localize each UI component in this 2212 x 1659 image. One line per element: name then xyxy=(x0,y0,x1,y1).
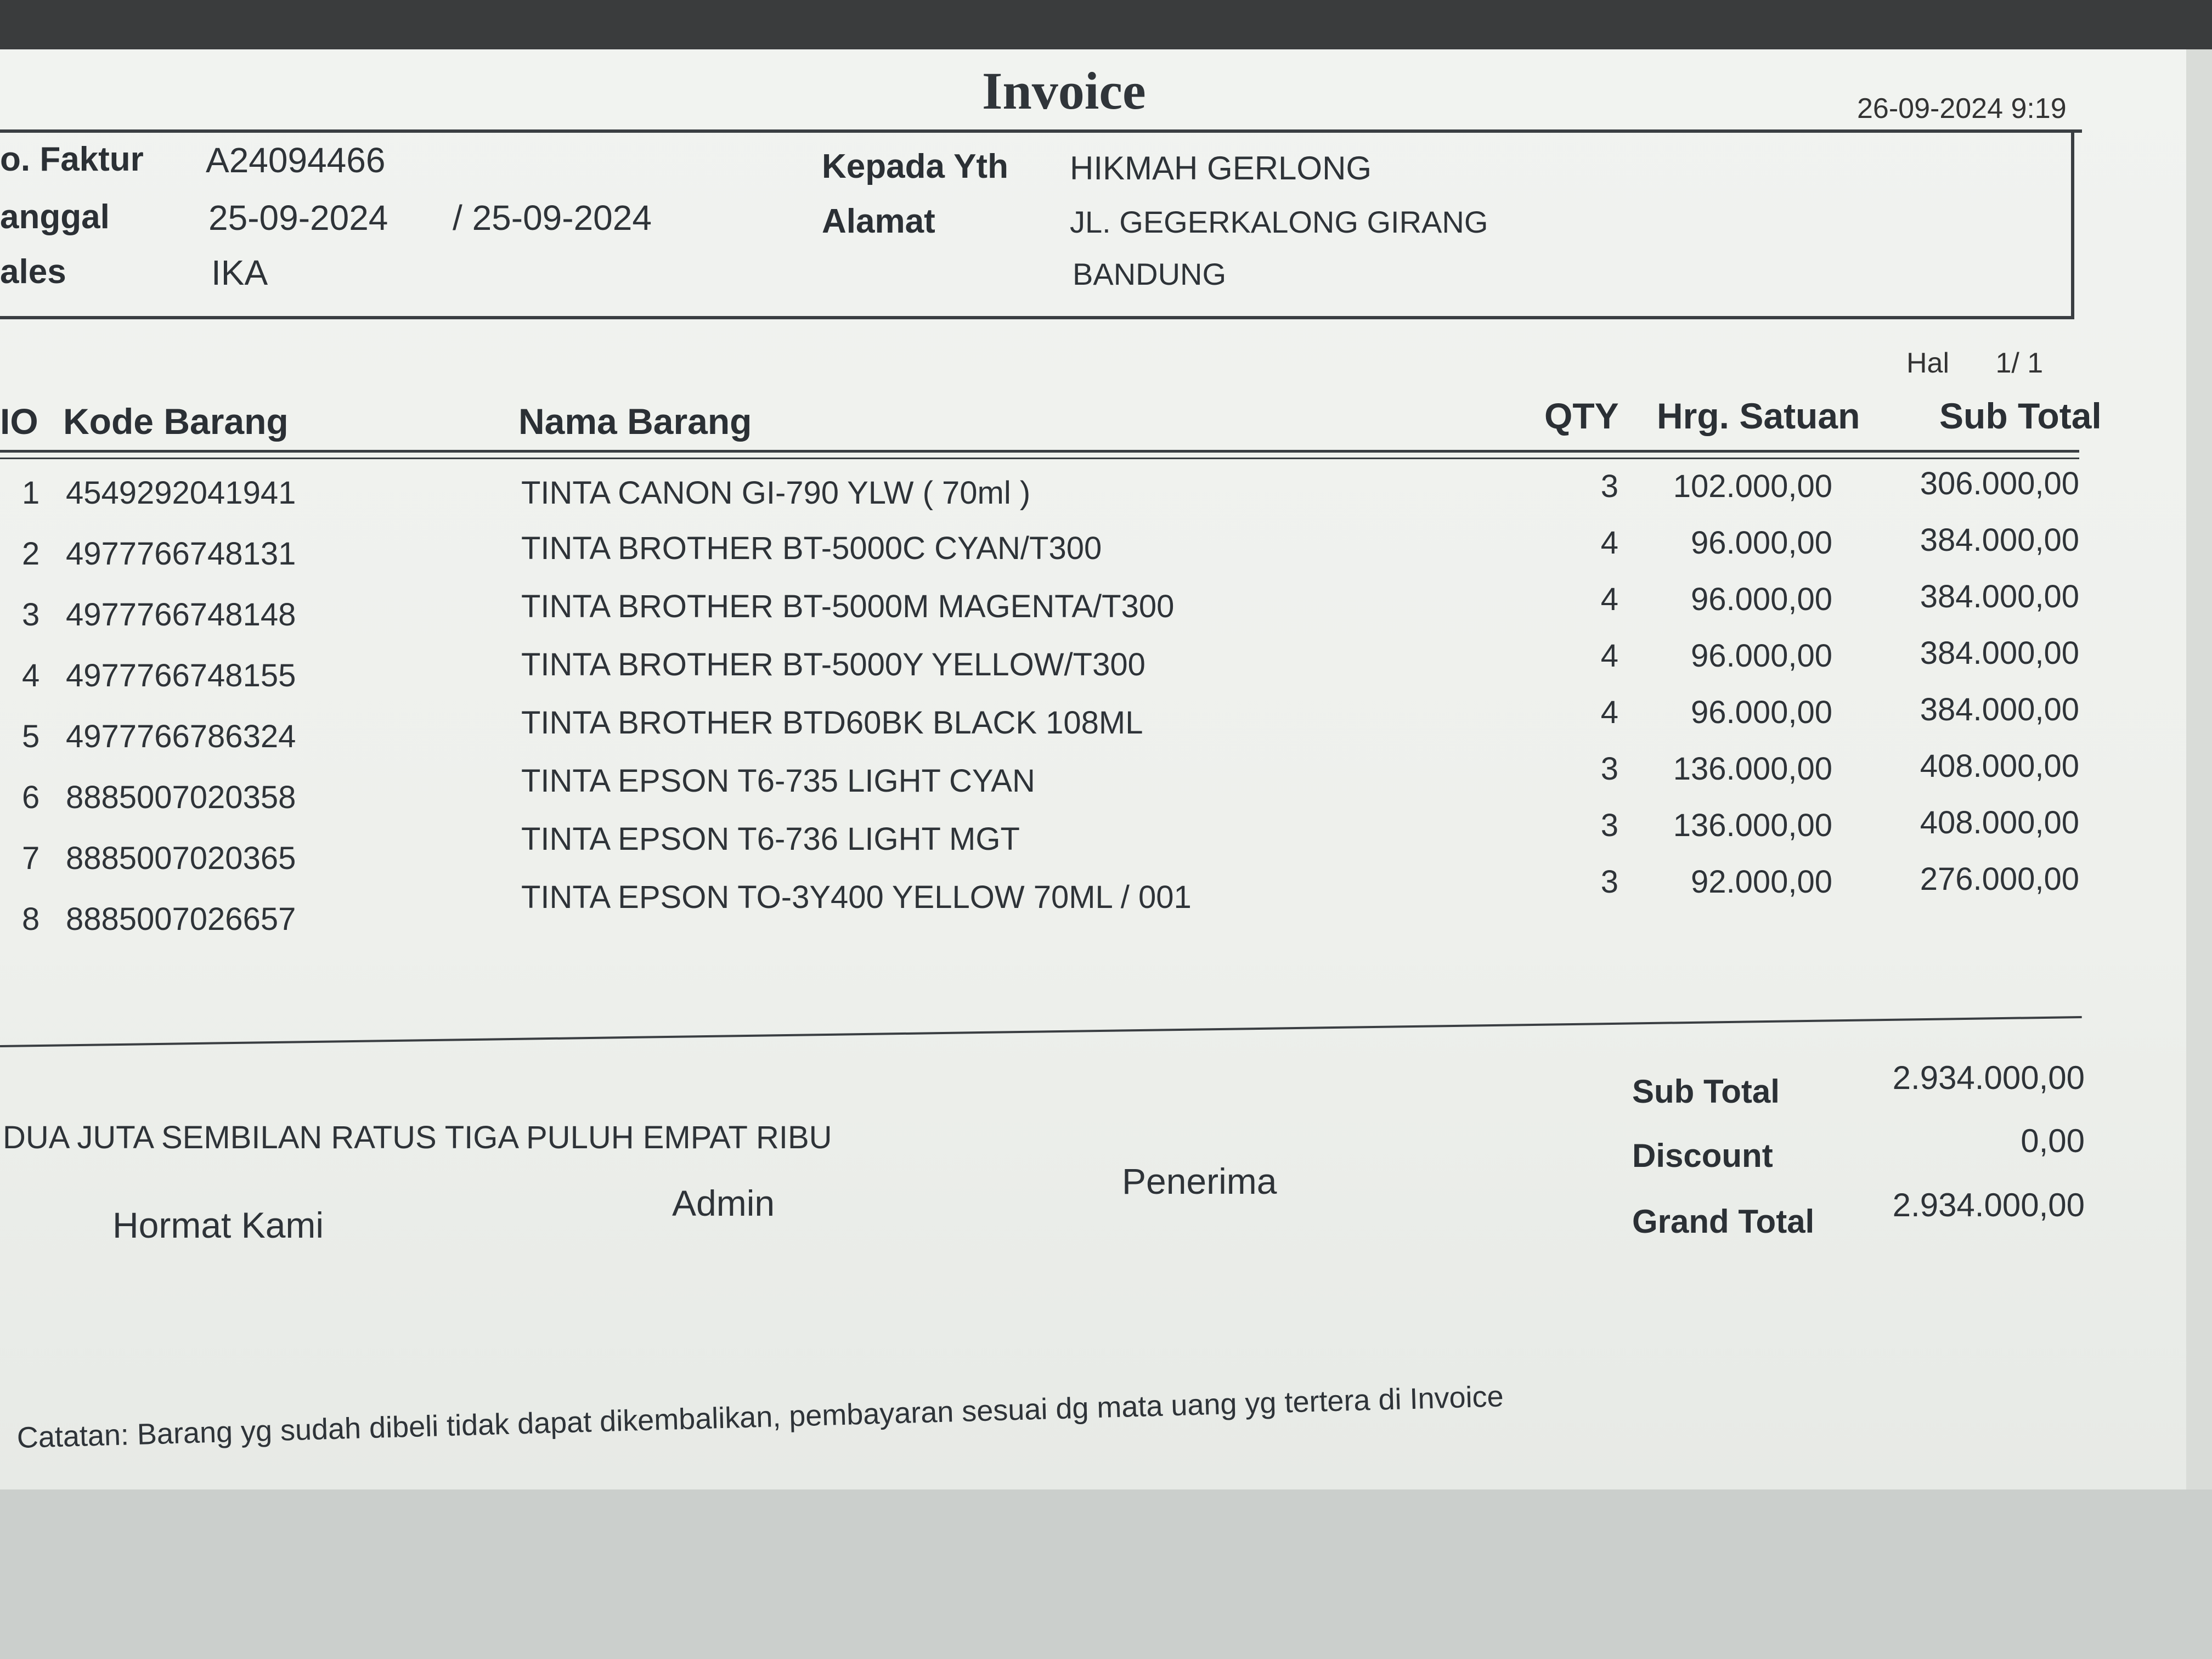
cell-nama: TINTA BROTHER BT-5000Y YELLOW/T300 xyxy=(521,647,1146,682)
tanggal-value: 25-09-2024 xyxy=(208,198,388,238)
cell-qty: 3 xyxy=(1600,808,1618,843)
alamat-label: Alamat xyxy=(822,202,935,240)
cell-hrg: 92.000,00 xyxy=(1690,864,1832,900)
cell-nama: TINTA BROTHER BT-5000C CYAN/T300 xyxy=(521,531,1102,566)
cell-qty: 3 xyxy=(1600,864,1618,900)
page-indicator xyxy=(1906,347,2043,380)
cell-sub: 408.000,00 xyxy=(1920,805,2079,840)
cell-no: 5 xyxy=(22,719,40,754)
cell-no: 6 xyxy=(22,780,40,815)
cell-no: 2 xyxy=(22,536,40,572)
header-top-border xyxy=(0,129,2082,133)
cell-hrg: 136.000,00 xyxy=(1673,751,1832,787)
invoice-title: Invoice xyxy=(982,61,1146,120)
cell-sub: 408.000,00 xyxy=(1920,748,2079,784)
cell-qty: 3 xyxy=(1600,751,1618,787)
cell-qty: 3 xyxy=(1600,469,1618,504)
cell-nama: TINTA BROTHER BTD60BK BLACK 108ML xyxy=(521,705,1143,741)
col-header-sub: Sub Total xyxy=(1939,396,2102,436)
cell-sub: 384.000,00 xyxy=(1920,635,2079,671)
header-bottom-border xyxy=(0,316,2074,319)
cell-hrg: 136.000,00 xyxy=(1673,808,1832,843)
cell-qty: 4 xyxy=(1600,525,1618,561)
col-header-qty: QTY xyxy=(1544,396,1619,436)
screen-bottom-area xyxy=(0,1489,2212,1659)
kepada-label: Kepada Yth xyxy=(822,148,1008,185)
cell-nama: TINTA EPSON TO-3Y400 YELLOW 70ML / 001 xyxy=(521,879,1192,915)
cell-sub: 384.000,00 xyxy=(1920,692,2079,727)
cell-no: 4 xyxy=(22,658,40,693)
sign-hormat-kami: Hormat Kami xyxy=(112,1205,324,1245)
window-top-bar xyxy=(0,0,2212,49)
cell-no: 3 xyxy=(22,597,40,633)
col-header-kode: Kode Barang xyxy=(63,401,289,442)
faktur-label: o. Faktur xyxy=(0,140,144,178)
subtotal-label: Sub Total xyxy=(1632,1073,1780,1110)
alamat-value-line2: BANDUNG xyxy=(1073,257,1227,291)
cell-sub: 384.000,00 xyxy=(1920,579,2079,614)
amount-in-words: DUA JUTA SEMBILAN RATUS TIGA PULUH EMPAT RIBU xyxy=(3,1120,832,1155)
cell-kode: 4977766748155 xyxy=(66,658,296,693)
grand-total-value: 2.934.000,00 xyxy=(1892,1187,2085,1223)
cell-no: 7 xyxy=(22,840,40,876)
hal-value: 1/ 1 xyxy=(1995,347,2044,379)
cell-kode: 4977766748148 xyxy=(66,597,296,633)
sign-admin: Admin xyxy=(672,1183,775,1223)
cell-kode: 8885007026657 xyxy=(66,901,296,937)
sales-value: IKA xyxy=(211,253,268,292)
tanggal-value-2: / 25-09-2024 xyxy=(453,198,652,238)
cell-hrg: 96.000,00 xyxy=(1690,525,1832,561)
col-header-hrg: Hrg. Satuan xyxy=(1657,396,1860,436)
cell-sub: 306.000,00 xyxy=(1920,466,2079,501)
sign-penerima: Penerima xyxy=(1122,1161,1277,1201)
discount-label: Discount xyxy=(1632,1137,1773,1174)
cell-no: 8 xyxy=(22,901,40,937)
invoice-note: Catatan: Barang yg sudah dibeli tidak dapat dikembalikan, pembayaran sesuai dg mata uang yg tertera di Invoice xyxy=(16,1380,1504,1454)
cell-kode: 4977766748131 xyxy=(66,536,296,572)
cell-sub: 276.000,00 xyxy=(1920,861,2079,897)
cell-hrg: 96.000,00 xyxy=(1690,638,1832,674)
cell-kode: 8885007020365 xyxy=(66,840,296,876)
kepada-value: HIKMAH GERLONG xyxy=(1070,150,1372,187)
cell-hrg: 102.000,00 xyxy=(1673,469,1832,504)
alamat-value-line1: JL. GEGERKALONG GIRANG xyxy=(1070,205,1488,239)
faktur-value: A24094466 xyxy=(206,140,386,180)
cell-kode: 8885007020358 xyxy=(66,780,296,815)
cell-sub: 384.000,00 xyxy=(1920,522,2079,558)
table-row xyxy=(0,861,2085,961)
header-right-border xyxy=(2071,129,2074,319)
tanggal-label: anggal xyxy=(0,198,110,236)
col-header-no: IO xyxy=(0,401,38,442)
hal-label: Hal xyxy=(1906,347,1950,379)
table-header-border xyxy=(0,450,2079,453)
cell-nama: TINTA BROTHER BT-5000M MAGENTA/T300 xyxy=(521,589,1175,624)
cell-kode: 4977766786324 xyxy=(66,719,296,754)
cell-nama: TINTA EPSON T6-736 LIGHT MGT xyxy=(521,821,1020,857)
print-datetime: 26-09-2024 9:19 xyxy=(1857,93,2067,125)
cell-qty: 4 xyxy=(1600,582,1618,617)
cell-nama: TINTA CANON GI-790 YLW ( 70ml ) xyxy=(521,475,1031,511)
cell-hrg: 96.000,00 xyxy=(1690,695,1832,730)
cell-hrg: 96.000,00 xyxy=(1690,582,1832,617)
grand-total-label: Grand Total xyxy=(1632,1203,1815,1240)
cell-nama: TINTA EPSON T6-735 LIGHT CYAN xyxy=(521,763,1035,799)
col-header-nama: Nama Barang xyxy=(518,401,752,442)
cell-qty: 4 xyxy=(1600,638,1618,674)
cell-qty: 4 xyxy=(1600,695,1618,730)
table-header-border-2 xyxy=(0,458,2079,459)
discount-value: 0,00 xyxy=(2021,1122,2085,1159)
subtotal-value: 2.934.000,00 xyxy=(1892,1059,2085,1096)
cell-kode: 4549292041941 xyxy=(66,475,296,511)
sales-label: ales xyxy=(0,253,66,291)
cell-no: 1 xyxy=(22,475,40,511)
